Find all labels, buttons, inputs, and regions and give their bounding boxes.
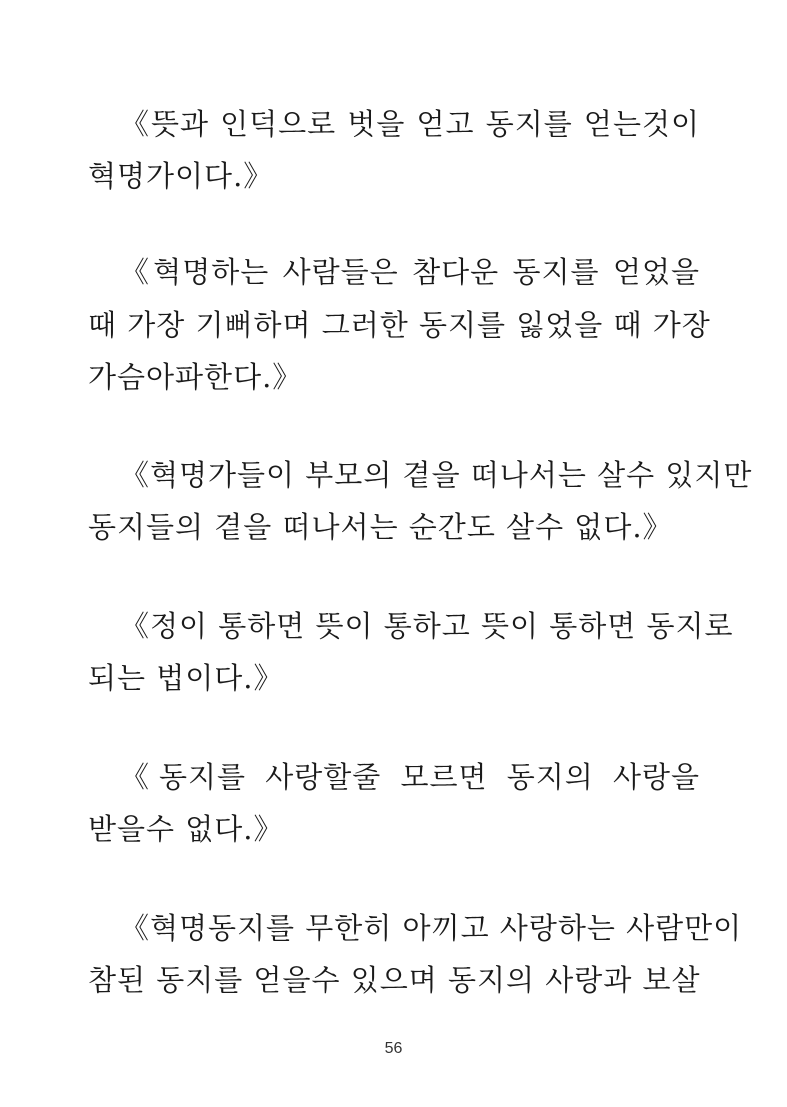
paragraph-1-line-2: 혁명가이다.》 (88, 159, 274, 193)
paragraph-4-line-1: 《정이 통하면 뜻이 통하고 뜻이 통하면 동지로 (120, 609, 734, 643)
paragraph-6-line-2: 참된 동지를 얻을수 있으며 동지의 사랑과 보살 (88, 963, 701, 997)
paragraph-2-line-1: 《혁명하는 사람들은 참다운 동지를 얻었을 (120, 255, 700, 289)
paragraph-5-line-2: 받을수 없다.》 (88, 812, 284, 846)
paragraph-3-line-1: 《혁명가들이 부모의 곁을 떠나서는 살수 있지만 (120, 458, 753, 492)
paragraph-3-line-2: 동지들의 곁을 떠나서는 순간도 살수 없다.》 (88, 510, 673, 544)
paragraph-6-line-1: 《혁명동지를 무한히 아끼고 사랑하는 사람만이 (120, 911, 743, 945)
paragraph-2-line-2: 때 가장 기뻐하며 그러한 동지를 잃었을 때 가장 (88, 308, 711, 342)
page-number: 56 (384, 1040, 403, 1057)
paragraph-4-line-2: 되는 법이다.》 (88, 661, 284, 695)
paragraph-2-line-3: 가슴아파한다.》 (88, 360, 303, 394)
paragraph-1-line-1: 《뜻과 인덕으로 벗을 얻고 동지를 얻는것이 (120, 107, 700, 141)
paragraph-5-line-1: 《동지를 사랑할줄 모르면 동지의 사랑을 (120, 760, 700, 794)
